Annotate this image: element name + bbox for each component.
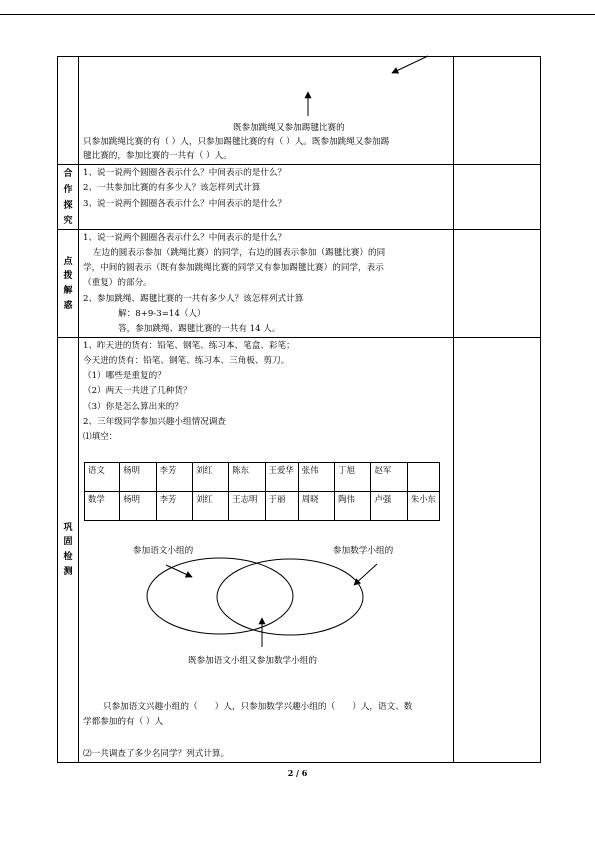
dianbo-line-5: 2、参加跳绳、踢毽比赛的一共有多少人？该怎样列式计算 <box>83 294 304 304</box>
table-cell: 卢强 <box>371 492 407 521</box>
table-row <box>85 492 440 521</box>
fill-line-1: 只参加语文兴趣小组的（ ）人，只参加数学兴趣小组的（ ）人，语文、数 <box>103 702 413 712</box>
gonggu-line-5: （3）你是怎么算出来的？ <box>83 402 183 412</box>
arrow-top-right <box>392 56 428 73</box>
table-cell: 杨明 <box>120 492 156 521</box>
dianbo-line-2: 左边的圆表示参加（跳绳比赛）的同学，右边的圆表示参加（踢毽比赛）的同 <box>93 248 386 258</box>
label-hezuo-2: 作 <box>63 185 73 195</box>
label-dianbo-3: 解 <box>63 286 73 296</box>
dianbo-line-7: 答，参加跳绳、踢毽比赛的一共有 14 人。 <box>118 324 281 334</box>
page-number: 2 / 6 <box>287 768 308 778</box>
table-cell: 杨明 <box>120 463 156 492</box>
venn-left-arrow <box>166 565 192 577</box>
gonggu-line-3: （1）哪些是重复的？ <box>83 371 166 381</box>
venn-left-label: 参加语文小组的 <box>133 546 194 556</box>
label-gonggu-4: 测 <box>63 567 73 577</box>
table-cell: 王志明 <box>229 492 265 521</box>
gonggu-line-2: 今天进的货有：铅笔、钢笔、练习本、三角板、剪刀。 <box>83 356 290 366</box>
hezuo-line-1: 1、说一说两个圆圈各表示什么？中间表示的是什么？ <box>83 168 287 178</box>
hezuo-line-3: 3、说一说两个圆圈各表示什么？中间表示的是什么？ <box>83 199 287 209</box>
table-cell: 刘红 <box>192 463 228 492</box>
dianbo-line-1: 1、说一说两个圆圈各表示什么？中间表示的是什么？ <box>83 233 287 243</box>
label-dianbo-4: 惑 <box>63 301 73 311</box>
venn-left-ellipse <box>147 558 293 634</box>
gonggu-line-1: 1、昨天进的货有：铅笔、钢笔、练习本、笔盒、彩笔； <box>83 341 295 351</box>
venn-right-arrow <box>354 564 377 585</box>
venn-right-ellipse <box>217 559 363 635</box>
table-cell: 朱小东 <box>407 492 439 521</box>
label-hezuo-1: 合 <box>63 169 73 179</box>
table-cell: 张伟 <box>298 463 334 492</box>
table-cell: 周晓 <box>298 492 334 521</box>
label-dianbo-1: 点 <box>63 257 73 267</box>
gonggu-line-7: ⑴填空： <box>83 432 118 442</box>
table-cell: 王爱华 <box>265 463 298 492</box>
label-gonggu-3: 检 <box>63 552 73 562</box>
table-cell: 李芳 <box>156 463 192 492</box>
label-gonggu-2: 固 <box>63 537 73 547</box>
table-cell: 语文 <box>85 463 120 492</box>
row-border-bottom <box>57 762 541 763</box>
dianbo-line-6: 解：8+9-3=14（人） <box>118 309 206 319</box>
table-cell: 丁旭 <box>335 463 371 492</box>
table-cell <box>407 463 439 492</box>
diagram-caption: 既参加跳绳又参加踢毽比赛的 <box>233 123 345 133</box>
gonggu-line-4: （2）两天一共进了几种货？ <box>83 386 192 396</box>
label-dianbo-2: 拨 <box>63 271 73 281</box>
venn-center-label: 既参加语文小组又参加数学小组的 <box>188 656 317 666</box>
label-gonggu-1: 巩 <box>63 523 73 533</box>
table-cell: 刘红 <box>192 492 228 521</box>
venn-right-label: 参加数学小组的 <box>333 546 394 556</box>
section1-line2: 毽比赛的，参加比赛的一共有（ ）人。 <box>83 151 232 161</box>
table-cell: 李芳 <box>156 492 192 521</box>
label-hezuo-3: 探 <box>63 201 73 211</box>
question-2: ⑵一共调查了多少名同学？列式计算。 <box>83 749 230 759</box>
table-cell: 于丽 <box>265 492 298 521</box>
row-border-3 <box>57 337 541 338</box>
gonggu-line-6: 2、三年级同学参加兴趣小组情况调查 <box>83 417 226 427</box>
row-border-2 <box>57 229 541 230</box>
venn-diagram <box>0 540 595 660</box>
survey-table <box>84 462 440 521</box>
dianbo-line-3: 学，中间的圆表示（既有参加跳绳比赛的同学又有参加踢毽比赛）的同学，表示 <box>83 263 384 273</box>
table-cell: 赵军 <box>371 463 407 492</box>
table-cell: 陈东 <box>229 463 265 492</box>
table-row <box>85 463 440 492</box>
fill-line-2: 学都参加的有（ ）人 <box>83 717 164 727</box>
table-cell: 数学 <box>85 492 120 521</box>
hezuo-line-2: 2、一共参加比赛的有多少人？该怎样列式计算 <box>83 183 261 193</box>
dianbo-line-4: （重复）的部分。 <box>83 278 152 288</box>
label-hezuo-4: 究 <box>63 216 73 226</box>
section1-line1: 只参加跳绳比赛的有（ ）人，只参加踢毽比赛的有（ ）人。既参加跳绳又参加踢 <box>83 137 390 147</box>
table-cell: 陶伟 <box>335 492 371 521</box>
